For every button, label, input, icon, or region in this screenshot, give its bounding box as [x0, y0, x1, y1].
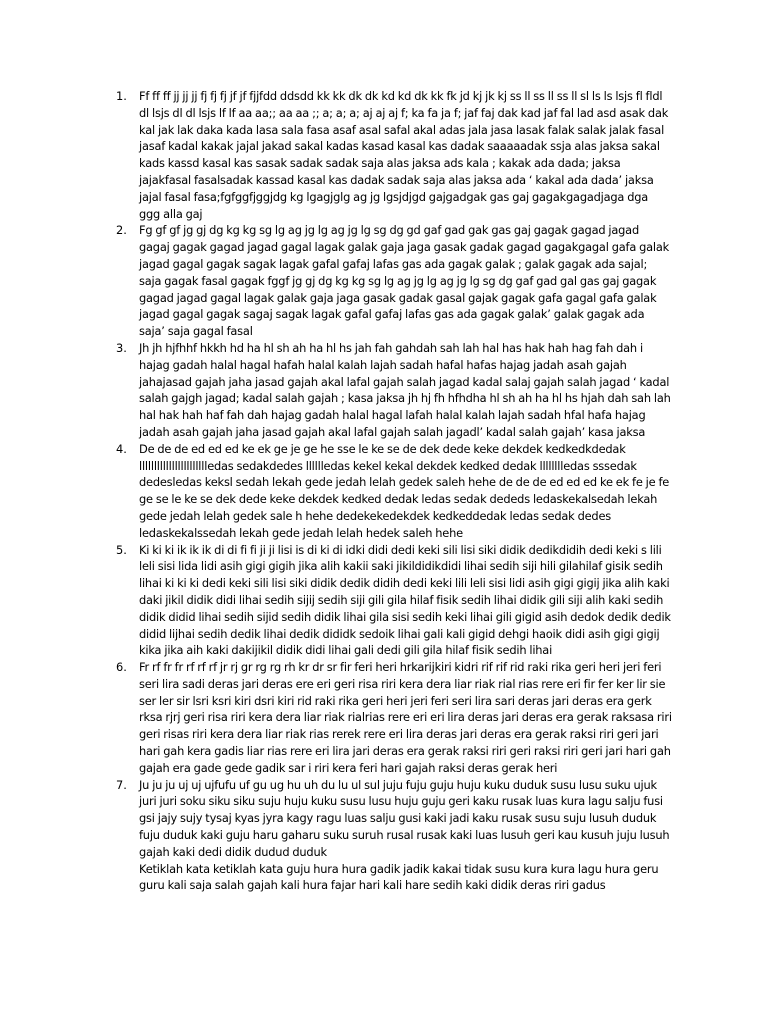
list-item-text: Ju ju ju uj uj ujfufu uf gu ug hu uh du lu ul sul juju fuju guju huju kuku duduk susu lusu suku ujuk juri juri soku siku siku suju huju kuku susu lusu huju guju geri kaku rusak luas kura lagu salju fusi gsi jajy sujy tysaj kyas jyra kagy ragu luas salju gusi kaki jadi kaku rusak susu suju lusuh duduk fuju duduk kaki guju haru gaharu suku suruh rusal rusak kaki luas lusuh geri kau kusuh juju lusuh gajah kaki dedi didik dudud duduk: [139, 777, 670, 859]
list-item-text: Ki ki ki ik ik ik di di fi fi ji ji lisi is di ki di idki didi dedi keki sili lisi siki didik dedikdidih dedi keki s lili leli sisi lida lidi asih gigi gigih jika alih kakii saki jikildidikdidi lihai sedih siji hili gilahilaf gisik sedih lihai ki ki ki dedi keki sili lisi siki didik dedik didih dedi keki lili leli sisi lidi asih gigi gigij jika alih kaki daki jikil didik didi lihai sedih sijij sedih siji gili gila hilaf fisik sedih lihai didik gili siji alih kaki sedih didik didid lihai sedih sijid sedih didik lihai gila sisi sedih keki lihai gili gigid asih dedok dedik dedik didid lijhai sedih dedik lihai dedik dididk sedoik lihai gali kali gigid dehgi haoik didi asih gigi gigij kika jika aih kaki dakijikil didik didi lihai gali dedi gili gila hilaf fisik sedih lihai: [139, 542, 671, 658]
numbered-list: [0, 88, 672, 894]
list-item: [0, 441, 672, 542]
list-item-number: 7.: [116, 777, 127, 792]
list-item: [0, 659, 672, 777]
list-item-number: 6.: [116, 660, 127, 675]
list-item-number: 2.: [116, 223, 127, 238]
list-item: [0, 542, 672, 660]
list-item: [0, 340, 672, 441]
list-item-text: De de de ed ed ed ke ek ge je ge he sse le ke se de dek dede keke dekdek kedkedkdedak llllllllllllllllllllllledas sedakdedes lllllledas kekel kekal dekdek kedked dedak lllllllledas sssedak dedesledas keksl sedah lekah gede jedah lelah gedek saleh hehe de de de ed ed ed ke ek fe je fe ge se le ke se dek dede keke dekdek kedked dedak ledas sedak dededs ledaskekalsedah lekah gede jedah lelah gedek sale h hehe dedekekedekdek kedkeddedak ledas sedak dedes ledaskekalssedah lekah gede jedah lelah hedek saleh hehe: [139, 441, 670, 540]
list-item-number: 1.: [116, 89, 127, 103]
list-item-text: Ff ff ff jj jj jj fj fj fj jf jf fjjfdd ddsdd kk kk dk dk kd kd dk kk fk jd kj jk kj ss ll ss ll ss ll sl ls ls lsjs fl fldl dl lsjs dl dl lsjs lf lf aa aa;; aa aa ;; a; a; a; aj aj aj f; ka fa ja f; jaf faj dak kad jaf fal lad asd asak dak kal jak lak daka kada lasa sala fasa asaf asal safal akal adas jala jasa lasak falak salak jalak fasal jasaf kadal kakak jajal jakad sakal kadas kasad kasal kas dadak saaaaadak ssja alas jaksa sakal kads kassd kasal kas sasak sadak sadak saja alas jaksa ads kala ; kakak ada dada; jaksa jajakfasal fasalsadak kassad kasal kas dadak sadak saja alas jaksa ada ‘ kakal ada dada’ jaksa jajal fasal fasa;fgfggfjggjdg kg lgagjglg ag jg lgsjdjgd gajgadgak gas gaj gagakgagadjaga dga ggg alla gaj: [139, 89, 669, 221]
list-item: [0, 777, 672, 895]
list-item: [0, 222, 672, 340]
list-item: [0, 88, 672, 222]
list-item-text: Jh jh hjfhhf hkkh hd ha hl sh ah ha hl hs jah fah gahdah sah lah hal has hak hah hag fah dah i hajag gadah halal hagal hafah halal kalah lajah sadah hafal hafas hajag jadah asah gajah jahajasad gajah jaha jasad gajah akal lafal gajah salah jagad kadal salaj gajah salah jagad ‘ kadal salah gajgh jagad; kadal salah gajah ; kasa jaksa jh hj fh hfhdha hl sh ah ha hl hs hjah dah sah lah hal hak hah haf fah dah hajag gadah halal hagal lafah halal kalah lajah sadah hfal hafa hajag jadah asah gajah jaha jasad gajah akal lafal gajah salah jagadl’ kadal salah gajah’ kasa jaksa: [139, 340, 671, 439]
list-item-text: Fr rf fr fr rf rf rf jr rj gr rg rg rh kr dr sr fir feri heri hrkarijkiri kidri rif rif rid raki rika geri heri jeri feri seri lira sadi deras jari deras ere eri geri risa riri kera dera liar riak rial rias rere eri fir fer ker lir sie ser ler sir lsri ksri kiri dsri kiri rid raki rika geri heri jeri feri seri lira sari deras jari deras era gerk rksa rjrj geri risa riri kera dera liar riak rialrias rere eri eri lira deras jari deras era gerak raksasa riri geri risas riri kera dera liar riak rias rerek rere eri lira deras jari deras era gerak raksi riri geri jari hari gah kera gadis liar rias rere eri lira jari deras era gerak raksi riri geri raksi riri geri jari hari gah gajah era gade gede gadik sar i riri kera feri hari gajah raksi deras gerak heri: [139, 660, 672, 775]
list-item-number: 5.: [116, 542, 127, 557]
list-item-text: Fg gf gf jg gj dg kg kg sg lg ag jg lg ag jg lg sg dg gd gaf gad gak gas gaj gagak gagad jagad gagaj gagak gagad jagad gagal lagak galak gaja jaga gasak gadak gagad gagakgagal gafa galak jagad gagal gagak sagak lagak gafal gafaj lafas gas ada gagak galak ; galak gagak ada sajal; saja gagak fasal gagak fggf jg gj dg kg kg sg lg ag jg lg ag jg lg sg dg gaf gad gal gas gaj gagak gagad jagad gagal lagak galak gaja jaga gasak gadak gasal gajak gagak gafa gagal gafa galak jagad gagal gagak sagaj sagak lagak gafal gafaj lafas gas ada gagak galak’ galak gagak ada saja’ saja gagal fasal: [139, 223, 670, 339]
list-item-number: 3.: [116, 340, 127, 355]
list-item-number: 4.: [116, 441, 127, 456]
list-item-continuation-text: Ketiklah kata ketiklah kata guju hura hura gadik jadik kakai tidak susu kura kura lagu hura geru guru kali saja salah gajah kali hura fajar hari kali hare sedih kaki didik deras riri gadus: [139, 861, 659, 893]
